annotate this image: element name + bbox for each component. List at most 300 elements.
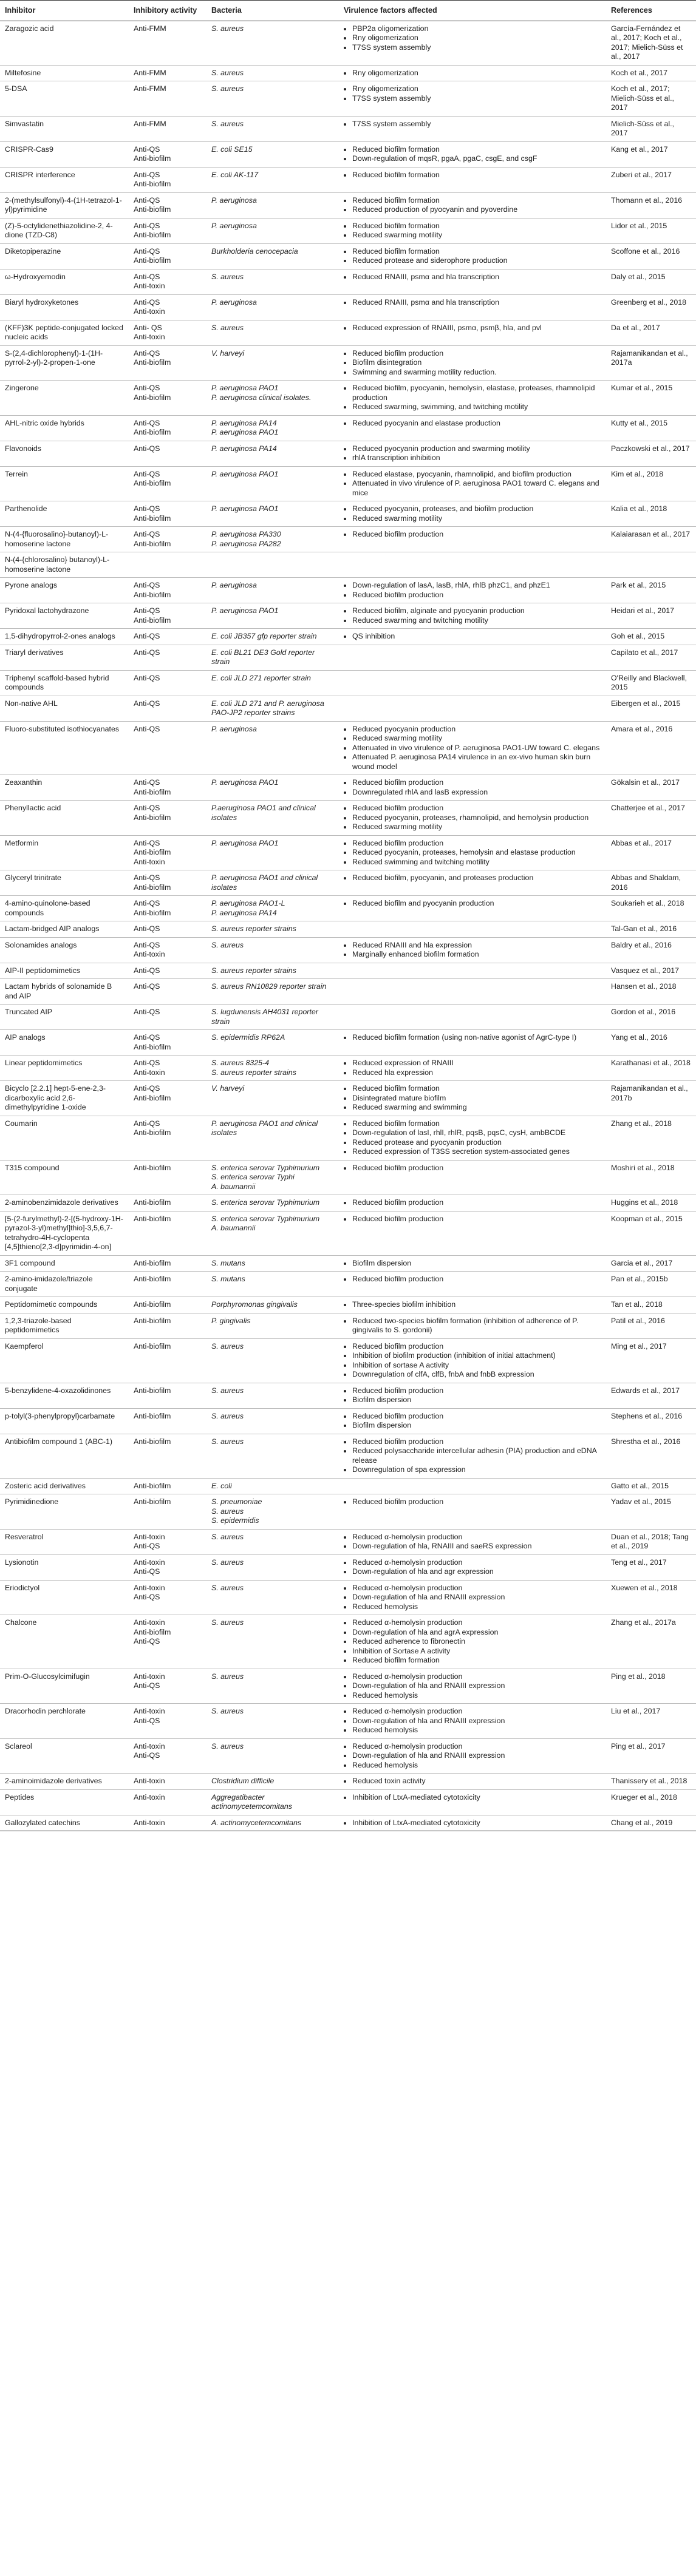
cell-inhibitor: Bicyclo [2.2.1] hept-5-ene-2,3-dicarboxylic acid 2,6-dimethylpyridine 1-oxide: [0, 1081, 129, 1116]
activity-label: Anti-biofilm: [134, 848, 171, 856]
cell-bacteria: [206, 1408, 339, 1434]
virulence-factor-item: • Reduced swarming motility: [352, 514, 601, 524]
virulence-factor-item: • Reduced two-species biofilm formation (inhibition of adherence of P. gingivalis to S. gordonii): [352, 1317, 601, 1335]
virulence-factor-item: • Reduced biofilm formation: [352, 196, 601, 206]
cell-references: Edwards et al., 2017: [606, 1383, 696, 1408]
cell-inhibitor: Kaempferol: [0, 1338, 129, 1383]
cell-inhibitor: Triaryl derivatives: [0, 645, 129, 670]
cell-virulence-factors: [339, 1774, 606, 1790]
cell-inhibitor: Antibiofilm compound 1 (ABC-1): [0, 1434, 129, 1478]
bacteria-name: E. coli AK-117: [211, 170, 259, 179]
cell-references: Eibergen et al., 2015: [606, 696, 696, 721]
bacteria-name: P. aeruginosa PAO1: [211, 504, 279, 513]
cell-references: Zuberi et al., 2017: [606, 167, 696, 192]
cell-bacteria: [206, 870, 339, 896]
bacteria-name: S. aureus 8325-4: [211, 1059, 270, 1067]
cell-references: Garcia et al., 2017: [606, 1255, 696, 1272]
bacteria-name: S. aureus: [211, 1707, 244, 1715]
cell-inhibitory-activity: [129, 218, 206, 243]
bacteria-name: S. aureus: [211, 1386, 244, 1395]
bacteria-name: P. gingivalis: [211, 1316, 251, 1325]
bacteria-name: S. aureus: [211, 119, 244, 128]
cell-bacteria: [206, 1005, 339, 1030]
virulence-factor-item: • Attenuated in vivo virulence of P. aeruginosa PAO1-UW toward C. elegans: [352, 744, 601, 753]
activity-label: Anti-biofilm: [134, 590, 171, 599]
virulence-factor-item: • Reduced biofilm production: [352, 1342, 601, 1352]
virulence-factor-item: • Reduced pyocyanin, proteases, hemolysin and elastase production: [352, 848, 601, 858]
virulence-factor-item: • Reduced α-hemolysin production: [352, 1742, 601, 1752]
cell-inhibitory-activity: [129, 937, 206, 963]
activity-label: Anti-biofilm: [134, 1258, 171, 1267]
cell-references: Koopman et al., 2015: [606, 1211, 696, 1255]
activity-label: Anti-QS: [134, 444, 160, 453]
virulence-factor-item: • Reduced biofilm production: [352, 1412, 601, 1422]
table-row: [0, 629, 696, 645]
virulence-factor-item: • Three-species biofilm inhibition: [352, 1300, 601, 1310]
cell-virulence-factors: [339, 645, 606, 670]
cell-virulence-factors: [339, 1313, 606, 1338]
cell-bacteria: [206, 921, 339, 938]
cell-virulence-factors: [339, 1272, 606, 1297]
table-row: [0, 835, 696, 870]
activity-label: Anti-QS: [134, 246, 160, 256]
bacteria-name: Aggregatibacter actinomycetemcomitans: [211, 1792, 292, 1811]
virulence-factor-item: • Reduced pyocyanin, proteases, and biofilm production: [352, 504, 601, 514]
cell-references: Zhang et al., 2018: [606, 1116, 696, 1160]
virulence-factor-list: [344, 530, 601, 540]
cell-references: Gökalsin et al., 2017: [606, 775, 696, 801]
activity-label: Anti-QS: [134, 606, 160, 615]
virulence-factor-item: • Reduced biofilm production: [352, 1437, 601, 1447]
virulence-factor-item: • Attenuated P. aeruginosa PA14 virulence in an ex-vivo human skin burn wound model: [352, 753, 601, 771]
activity-label: Anti-QS: [134, 170, 160, 179]
bacteria-name: S. mutans: [211, 1275, 245, 1283]
cell-virulence-factors: [339, 81, 606, 117]
virulence-factor-list: [344, 1215, 601, 1224]
virulence-factor-item: • Reduced hemolysis: [352, 1602, 601, 1612]
cell-bacteria: [206, 1529, 339, 1554]
activity-label: Anti-biofilm: [134, 154, 171, 163]
virulence-factor-item: • Reduced protease and pyocyanin production: [352, 1138, 601, 1148]
bacteria-name: S. enterica serovar Typhi: [211, 1173, 295, 1181]
cell-inhibitor: Triphenyl scaffold-based hybrid compounds: [0, 670, 129, 696]
virulence-factor-item: • Downregulation of clfA, clfB, fnbA and fnbB expression: [352, 1370, 601, 1380]
bacteria-name: P. aeruginosa PAO1: [211, 606, 279, 615]
table-row: [0, 1255, 696, 1272]
cell-inhibitory-activity: [129, 1005, 206, 1030]
activity-label: Anti-toxin: [134, 1777, 165, 1785]
virulence-factor-list: [344, 1164, 601, 1173]
virulence-factor-item: • Reduced biofilm formation: [352, 1084, 601, 1094]
virulence-factor-list: [344, 470, 601, 498]
activity-label: Anti-biofilm: [134, 908, 171, 917]
cell-inhibitory-activity: [129, 603, 206, 629]
activity-label: Anti-biofilm: [134, 1386, 171, 1395]
cell-inhibitory-activity: [129, 1297, 206, 1313]
virulence-factor-list: [344, 384, 601, 412]
virulence-factor-item: • Reduced production of pyocyanin and pyoverdine: [352, 205, 601, 215]
cell-references: Shrestha et al., 2016: [606, 1434, 696, 1478]
cell-inhibitory-activity: [129, 721, 206, 775]
cell-inhibitory-activity: [129, 65, 206, 81]
cell-inhibitory-activity: [129, 1669, 206, 1704]
activity-label: Anti-biofilm: [134, 1437, 171, 1446]
cell-inhibitory-activity: [129, 1272, 206, 1297]
cell-inhibitory-activity: [129, 1789, 206, 1815]
cell-inhibitory-activity: [129, 116, 206, 141]
cell-virulence-factors: [339, 1255, 606, 1272]
bacteria-name: S. aureus: [211, 1618, 244, 1627]
cell-references: Vasquez et al., 2017: [606, 963, 696, 979]
virulence-factor-item: • Reduced swarming motility: [352, 822, 601, 832]
activity-label: Anti-biofilm: [134, 231, 171, 239]
cell-virulence-factors: [339, 921, 606, 938]
activity-label: Anti-toxin: [134, 1557, 165, 1567]
bacteria-name: S. aureus: [211, 1411, 244, 1420]
cell-references: Kalia et al., 2018: [606, 501, 696, 527]
table-row: [0, 1338, 696, 1383]
virulence-factor-list: [344, 941, 601, 960]
cell-inhibitory-activity: [129, 1195, 206, 1212]
virulence-factor-list: [344, 1342, 601, 1380]
table-row: [0, 603, 696, 629]
cell-references: [606, 552, 696, 578]
cell-inhibitory-activity: [129, 979, 206, 1005]
table-row: [0, 1383, 696, 1408]
virulence-factor-item: • Reduced biofilm formation: [352, 1119, 601, 1129]
virulence-factor-list: [344, 1084, 601, 1113]
cell-references: Patil et al., 2016: [606, 1313, 696, 1338]
cell-bacteria: [206, 645, 339, 670]
cell-bacteria: [206, 1116, 339, 1160]
cell-virulence-factors: [339, 835, 606, 870]
activity-label: Anti-QS: [134, 581, 160, 589]
bacteria-name: S. aureus: [211, 1532, 244, 1541]
virulence-factor-item: • Reduced swarming and twitching motility: [352, 616, 601, 626]
activity-label: Anti-QS: [134, 1681, 160, 1690]
cell-inhibitor: 1,2,3-triazole-based peptidomimetics: [0, 1313, 129, 1338]
cell-references: Yadav et al., 2015: [606, 1494, 696, 1530]
cell-inhibitory-activity: [129, 870, 206, 896]
virulence-factor-list: [344, 606, 601, 625]
bacteria-name: E. coli JLD 271 reporter strain: [211, 673, 311, 682]
table-row: [0, 1494, 696, 1530]
cell-references: Park et al., 2015: [606, 578, 696, 603]
cell-references: Rajamanikandan et al., 2017b: [606, 1081, 696, 1116]
cell-bacteria: [206, 979, 339, 1005]
activity-label: Anti-QS: [134, 778, 160, 787]
cell-virulence-factors: [339, 896, 606, 921]
activity-label: Anti-biofilm: [134, 1214, 171, 1223]
cell-virulence-factors: [339, 1160, 606, 1195]
cell-inhibitory-activity: [129, 381, 206, 416]
cell-inhibitor: T315 compound: [0, 1160, 129, 1195]
cell-inhibitor: Terrein: [0, 466, 129, 501]
cell-inhibitory-activity: [129, 1081, 206, 1116]
cell-inhibitory-activity: [129, 527, 206, 552]
table-row: [0, 1704, 696, 1739]
virulence-factor-item: • Reduced expression of RNAIII: [352, 1059, 601, 1068]
table-row: [0, 645, 696, 670]
cell-inhibitor: Peptidomimetic compounds: [0, 1297, 129, 1313]
virulence-factor-list: [344, 1437, 601, 1475]
virulence-factor-item: • QS inhibition: [352, 632, 601, 642]
bacteria-name: P. aeruginosa PAO1: [211, 384, 279, 392]
table-row: [0, 1030, 696, 1056]
virulence-factor-list: [344, 1386, 601, 1405]
cell-bacteria: [206, 441, 339, 466]
cell-inhibitory-activity: [129, 1478, 206, 1494]
table-body: [0, 21, 696, 1831]
activity-label: Anti-biofilm: [134, 256, 171, 265]
cell-bacteria: [206, 1081, 339, 1116]
cell-inhibitory-activity: [129, 21, 206, 65]
virulence-factor-item: • Reduced α-hemolysin production: [352, 1584, 601, 1593]
table-row: [0, 345, 696, 381]
activity-label: Anti-FMM: [134, 24, 166, 33]
cell-references: Gatto et al., 2015: [606, 1478, 696, 1494]
cell-inhibitor: 2-(methylsulfonyl)-4-(1H-tetrazol-1-yl)pyrimidine: [0, 192, 129, 218]
cell-virulence-factors: [339, 1408, 606, 1434]
bacteria-name: P. aeruginosa PAO1 and clinical isolates: [211, 873, 318, 892]
cell-bacteria: [206, 1272, 339, 1297]
bacteria-name: V. harveyi: [211, 348, 245, 358]
cell-references: Rajamanikandan et al., 2017a: [606, 345, 696, 381]
cell-references: Hansen et al., 2018: [606, 979, 696, 1005]
cell-inhibitory-activity: [129, 345, 206, 381]
activity-label: Anti-QS: [134, 899, 160, 907]
cell-virulence-factors: [339, 294, 606, 320]
cell-bacteria: [206, 116, 339, 141]
activity-label: Anti-QS: [134, 1033, 160, 1042]
cell-virulence-factors: [339, 501, 606, 527]
bacteria-name: S. enterica serovar Typhimurium: [211, 1163, 320, 1172]
cell-inhibitor: 2-amino-imidazole/triazole conjugate: [0, 1272, 129, 1297]
cell-inhibitory-activity: [129, 294, 206, 320]
cell-inhibitor: Dracorhodin perchlorate: [0, 1704, 129, 1739]
cell-inhibitor: Simvastatin: [0, 116, 129, 141]
virulence-factor-item: • T7SS system assembly: [352, 43, 601, 53]
table-row: [0, 501, 696, 527]
bacteria-name: P. aeruginosa PAO1 and clinical isolates: [211, 1119, 318, 1137]
activity-label: Anti-QS: [134, 648, 160, 657]
bacteria-name: V. harveyi: [211, 1084, 245, 1093]
cell-virulence-factors: [339, 415, 606, 441]
cell-inhibitory-activity: [129, 1211, 206, 1255]
cell-inhibitor: Zaragozic acid: [0, 21, 129, 65]
bacteria-name: P. aeruginosa clinical isolates.: [211, 393, 312, 402]
virulence-factor-list: [344, 1412, 601, 1431]
bacteria-name: S. aureus: [211, 1437, 244, 1446]
virulence-factor-item: • Reduced pyocyanin, proteases, rhamnolipid, and hemolysin production: [352, 813, 601, 823]
cell-bacteria: [206, 578, 339, 603]
cell-references: Gordon et al., 2016: [606, 1005, 696, 1030]
activity-label: Anti-toxin: [134, 1068, 165, 1077]
table-row: [0, 1815, 696, 1831]
cell-inhibitor: Lysionotin: [0, 1554, 129, 1580]
virulence-factor-item: • T7SS system assembly: [352, 94, 601, 104]
cell-references: Tan et al., 2018: [606, 1297, 696, 1313]
cell-virulence-factors: [339, 1297, 606, 1313]
virulence-factor-list: [344, 581, 601, 600]
cell-virulence-factors: [339, 1478, 606, 1494]
virulence-factor-item: • Reduced biofilm production: [352, 1164, 601, 1173]
cell-bacteria: [206, 1738, 339, 1774]
cell-bacteria: [206, 1478, 339, 1494]
table-row: [0, 578, 696, 603]
activity-label: Anti-toxin: [134, 950, 165, 958]
virulence-factor-list: [344, 171, 601, 180]
virulence-factor-item: • Reduced elastase, pyocyanin, rhamnolipid, and biofilm production: [352, 470, 601, 480]
cell-virulence-factors: [339, 1580, 606, 1615]
table-row: [0, 1160, 696, 1195]
table-row: [0, 1738, 696, 1774]
virulence-factor-item: • Biofilm dispersion: [352, 1395, 601, 1405]
cell-bacteria: [206, 629, 339, 645]
cell-inhibitor: Linear peptidomimetics: [0, 1056, 129, 1081]
activity-label: Anti-biofilm: [134, 813, 171, 822]
virulence-factor-item: • Inhibition of LtxA-mediated cytotoxicity: [352, 1793, 601, 1803]
activity-label: Anti-biofilm: [134, 539, 171, 548]
activity-label: Anti-QS: [134, 1637, 160, 1646]
activity-label: Anti-toxin: [134, 282, 165, 290]
activity-label: Anti-QS: [134, 1567, 160, 1576]
bacteria-name: P. aeruginosa PA282: [211, 539, 281, 548]
virulence-factor-item: • Reduced polysaccharide intercellular adhesin (PIA) production and eDNA release: [352, 1446, 601, 1465]
table-row: [0, 1297, 696, 1313]
cell-bacteria: [206, 218, 339, 243]
virulence-factor-item: • Reduced α-hemolysin production: [352, 1618, 601, 1628]
table-row: [0, 1529, 696, 1554]
cell-inhibitory-activity: [129, 775, 206, 801]
virulence-factor-item: • Swimming and swarming motility reduction.: [352, 368, 601, 378]
activity-label: Anti-QS: [134, 144, 160, 154]
activity-label: Anti-QS: [134, 469, 160, 478]
table-row: [0, 1211, 696, 1255]
cell-virulence-factors: [339, 345, 606, 381]
virulence-factor-list: [344, 120, 601, 129]
cell-inhibitor: Truncated AIP: [0, 1005, 129, 1030]
virulence-factor-item: • Attenuated in vivo virulence of P. aeruginosa PAO1 toward C. elegans and mice: [352, 479, 601, 498]
bacteria-name: E. coli JB357 gfp reporter strain: [211, 632, 317, 640]
cell-bacteria: [206, 1494, 339, 1530]
virulence-factor-list: [344, 1533, 601, 1551]
cell-references: Ming et al., 2017: [606, 1338, 696, 1383]
cell-bacteria: [206, 1669, 339, 1704]
virulence-factor-item: • Down-regulation of mqsR, pgaA, pgaC, csgE, and csgF: [352, 154, 601, 164]
cell-virulence-factors: [339, 670, 606, 696]
virulence-factor-item: • Reduced swarming and swimming: [352, 1103, 601, 1113]
activity-label: Anti-QS: [134, 221, 160, 230]
cell-bacteria: [206, 1338, 339, 1383]
table-row: [0, 192, 696, 218]
table-row: [0, 896, 696, 921]
cell-inhibitory-activity: [129, 670, 206, 696]
activity-label: Anti-biofilm: [134, 479, 171, 487]
cell-bacteria: [206, 167, 339, 192]
virulence-factor-list: [344, 1033, 601, 1043]
virulence-factor-list: [344, 804, 601, 832]
virulence-factor-list: [344, 1558, 601, 1577]
table-row: [0, 801, 696, 836]
activity-label: Anti-QS: [134, 504, 160, 513]
cell-references: Da et al., 2017: [606, 320, 696, 345]
cell-bacteria: [206, 269, 339, 294]
table-row: [0, 167, 696, 192]
cell-inhibitor: AIP analogs: [0, 1030, 129, 1056]
activity-label: Anti-biofilm: [134, 1341, 171, 1351]
cell-references: Pan et al., 2015b: [606, 1272, 696, 1297]
cell-references: Thanissery et al., 2018: [606, 1774, 696, 1790]
cell-references: Huggins et al., 2018: [606, 1195, 696, 1212]
cell-references: Yang et al., 2016: [606, 1030, 696, 1056]
bacteria-name: S. pneumoniae: [211, 1497, 262, 1506]
cell-inhibitory-activity: [129, 1408, 206, 1434]
activity-label: Anti-QS: [134, 924, 160, 933]
cell-inhibitor: N-(4-{chlorosalino} butanoyl)-L-homoserine lactone: [0, 552, 129, 578]
virulence-factor-item: • Reduced biofilm formation: [352, 145, 601, 155]
activity-label: Anti-biofilm: [134, 615, 171, 625]
cell-inhibitor: Eriodictyol: [0, 1580, 129, 1615]
table-header: [0, 1, 696, 21]
bacteria-name: S. aureus: [211, 1583, 244, 1592]
virulence-factor-list: [344, 725, 601, 772]
activity-label: Anti-toxin: [134, 857, 165, 866]
cell-bacteria: [206, 320, 339, 345]
activity-label: Anti-FMM: [134, 84, 166, 93]
cell-inhibitory-activity: [129, 1529, 206, 1554]
virulence-factor-item: • Reduced swarming motility: [352, 734, 601, 744]
cell-inhibitory-activity: [129, 1255, 206, 1272]
cell-inhibitor: 4-amino-quinolone-based compounds: [0, 896, 129, 921]
table-row: [0, 243, 696, 269]
bacteria-name: P. aeruginosa PA330: [211, 530, 281, 538]
cell-bacteria: [206, 1056, 339, 1081]
cell-virulence-factors: [339, 801, 606, 836]
virulence-factor-item: • Reduced biofilm production: [352, 839, 601, 849]
cell-inhibitory-activity: [129, 1030, 206, 1056]
virulence-factor-item: • Reduced RNAIII and hla expression: [352, 941, 601, 951]
virulence-factor-list: [344, 324, 601, 333]
header-inhibitory-activity: Inhibitory activity: [129, 1, 206, 21]
cell-inhibitory-activity: [129, 896, 206, 921]
virulence-factor-item: • Down-regulation of lasI, rhlI, rhlR, pqsB, pqsC, cysH, ambBCDE: [352, 1128, 601, 1138]
virulence-factor-item: • Reduced pyocyanin production: [352, 725, 601, 734]
virulence-factor-list: [344, 1275, 601, 1284]
virulence-factor-item: • Reduced biofilm production: [352, 591, 601, 600]
cell-inhibitor: Diketopiperazine: [0, 243, 129, 269]
cell-references: Thomann et al., 2016: [606, 192, 696, 218]
virulence-factor-list: [344, 1793, 601, 1803]
cell-bacteria: [206, 937, 339, 963]
bacteria-name: S. enterica serovar Typhimurium: [211, 1214, 320, 1223]
table-row: [0, 696, 696, 721]
cell-virulence-factors: [339, 1005, 606, 1030]
bacteria-name: P.aeruginosa PAO1 and clinical isolates: [211, 804, 316, 822]
virulence-factor-item: • Reduced swarming motility: [352, 231, 601, 240]
cell-virulence-factors: [339, 552, 606, 578]
table-row: [0, 1434, 696, 1478]
table-row: [0, 415, 696, 441]
table-row: [0, 1116, 696, 1160]
cell-inhibitory-activity: [129, 1738, 206, 1774]
activity-label: Anti-biofilm: [134, 1627, 171, 1636]
bacteria-name: E. coli SE15: [211, 144, 253, 154]
activity-label: Anti-biofilm: [134, 787, 171, 796]
activity-label: Anti-QS: [134, 418, 160, 427]
virulence-factor-item: • Down-regulation of hla and agrA expression: [352, 1628, 601, 1638]
table-row: [0, 1005, 696, 1030]
